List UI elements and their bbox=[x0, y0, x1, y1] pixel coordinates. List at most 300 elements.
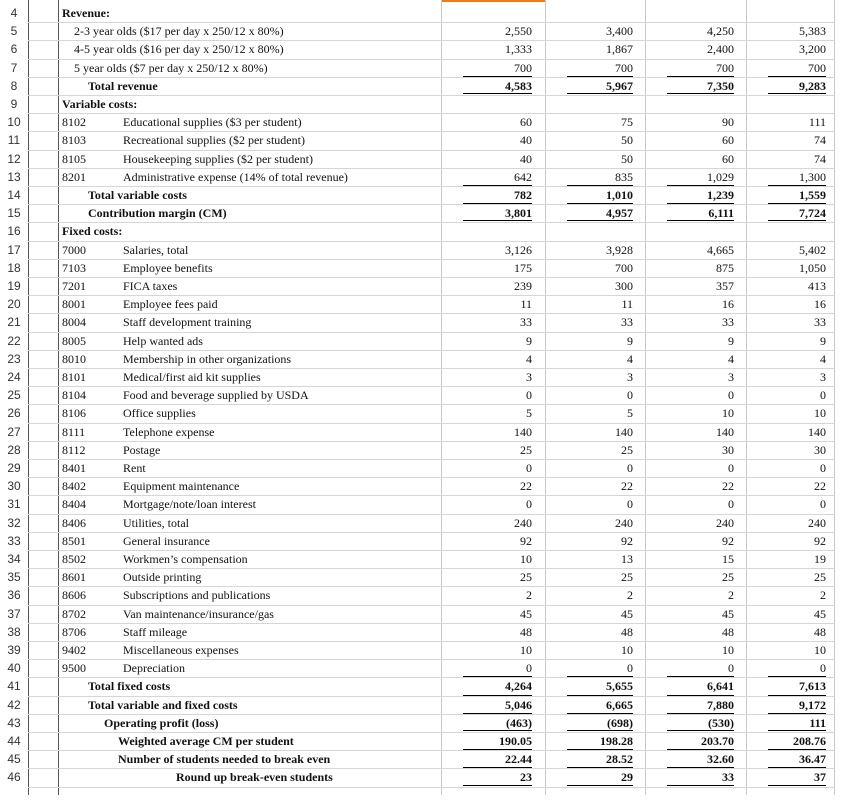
row-number[interactable]: 46 bbox=[7, 770, 21, 785]
row-label-cell[interactable]: Subscriptions and publications bbox=[123, 588, 271, 603]
account-code-cell[interactable]: 8501 bbox=[62, 533, 86, 548]
value-cell[interactable]: 111 bbox=[809, 715, 826, 730]
value-cell[interactable]: 45 bbox=[621, 606, 633, 621]
account-code-cell[interactable]: 8005 bbox=[62, 333, 86, 348]
value-cell[interactable]: 700 bbox=[615, 260, 633, 275]
value-cell[interactable]: 3,928 bbox=[606, 242, 633, 257]
value-cell[interactable] bbox=[545, 95, 633, 113]
row-label-cell[interactable]: Recreational supplies ($2 per student) bbox=[123, 133, 305, 148]
value-cell[interactable]: 7,724 bbox=[799, 206, 826, 221]
value-cell[interactable]: 29 bbox=[621, 770, 633, 785]
row-number[interactable]: 40 bbox=[7, 661, 21, 676]
row-label-cell[interactable]: Staff mileage bbox=[123, 624, 188, 639]
account-code-cell[interactable]: 8404 bbox=[62, 497, 86, 512]
account-code-cell[interactable]: 8702 bbox=[62, 606, 86, 621]
value-cell[interactable]: 2 bbox=[728, 588, 734, 603]
row-number[interactable]: 17 bbox=[7, 242, 21, 257]
value-cell[interactable]: 1,029 bbox=[707, 169, 734, 184]
row-number[interactable]: 38 bbox=[7, 624, 21, 639]
value-cell[interactable]: 22.44 bbox=[505, 752, 532, 767]
value-cell[interactable]: 50 bbox=[621, 133, 633, 148]
row-number[interactable]: 22 bbox=[7, 333, 21, 348]
value-cell[interactable]: 22 bbox=[520, 479, 532, 494]
value-cell[interactable]: 140 bbox=[808, 424, 826, 439]
value-cell[interactable]: 48 bbox=[520, 624, 532, 639]
value-cell[interactable]: 240 bbox=[514, 515, 532, 530]
row-number[interactable]: 26 bbox=[7, 406, 21, 421]
row-number[interactable]: 9 bbox=[10, 97, 18, 111]
value-cell[interactable]: 5 bbox=[526, 406, 532, 421]
row-label-cell[interactable]: Housekeeping supplies ($2 per student) bbox=[123, 151, 313, 166]
row-number[interactable]: 20 bbox=[7, 297, 21, 312]
value-cell[interactable]: 0 bbox=[627, 388, 633, 403]
value-cell[interactable]: 3 bbox=[526, 370, 532, 384]
account-code-cell[interactable]: 8402 bbox=[62, 479, 86, 494]
value-cell[interactable]: 4,264 bbox=[505, 679, 532, 694]
row-label-cell[interactable]: Total variable and fixed costs bbox=[88, 697, 238, 712]
value-cell[interactable]: 4 bbox=[627, 351, 633, 366]
value-cell[interactable]: 40 bbox=[520, 151, 532, 166]
row-number[interactable]: 42 bbox=[7, 697, 21, 712]
table-row bbox=[0, 150, 866, 168]
value-cell[interactable]: 7,350 bbox=[707, 78, 734, 93]
row-label-cell[interactable]: Mortgage/note/loan interest bbox=[123, 497, 256, 512]
value-cell[interactable]: 5,967 bbox=[606, 78, 633, 93]
row-number[interactable]: 34 bbox=[7, 552, 21, 566]
value-cell[interactable]: 9 bbox=[728, 333, 734, 348]
value-cell[interactable]: 0 bbox=[728, 497, 734, 512]
value-cell[interactable]: 1,010 bbox=[606, 188, 633, 202]
value-cell[interactable]: (530) bbox=[708, 715, 734, 730]
row-number[interactable]: 25 bbox=[7, 388, 21, 403]
value-cell[interactable]: 25 bbox=[520, 442, 532, 457]
value-cell[interactable]: 7,880 bbox=[707, 697, 734, 712]
account-code-cell[interactable]: 8601 bbox=[62, 570, 86, 585]
value-cell[interactable]: 240 bbox=[808, 515, 826, 530]
row-number[interactable]: 27 bbox=[7, 424, 21, 439]
value-cell[interactable]: 5 bbox=[627, 406, 633, 421]
value-cell[interactable]: 700 bbox=[514, 60, 532, 75]
value-cell[interactable]: 700 bbox=[615, 60, 633, 75]
row-label-cell[interactable]: Total variable costs bbox=[88, 188, 187, 202]
row-label-cell[interactable]: Equipment maintenance bbox=[123, 479, 240, 494]
value-cell[interactable]: 2,550 bbox=[505, 24, 532, 39]
row-number[interactable]: 45 bbox=[7, 752, 21, 767]
row-label-cell[interactable]: Rent bbox=[123, 461, 146, 475]
value-cell[interactable]: 37 bbox=[814, 770, 826, 785]
value-cell[interactable]: 9 bbox=[526, 333, 532, 348]
account-code-cell[interactable]: 7000 bbox=[62, 242, 86, 257]
value-cell[interactable]: 3 bbox=[728, 370, 734, 384]
table-row bbox=[0, 495, 866, 513]
value-cell[interactable]: 1,559 bbox=[799, 188, 826, 202]
table-row bbox=[0, 131, 866, 149]
value-cell[interactable]: 1,300 bbox=[799, 169, 826, 184]
row-number[interactable]: 11 bbox=[7, 133, 21, 148]
row-label-cell[interactable]: Number of students needed to break even bbox=[118, 752, 331, 767]
account-code-cell[interactable]: 8606 bbox=[62, 588, 86, 603]
value-cell[interactable]: 92 bbox=[520, 533, 532, 548]
value-cell[interactable]: 9,172 bbox=[799, 697, 826, 712]
account-code-cell[interactable]: 8102 bbox=[62, 115, 86, 130]
value-cell[interactable]: 74 bbox=[814, 133, 826, 148]
value-cell[interactable]: 140 bbox=[615, 424, 633, 439]
value-cell[interactable]: 90 bbox=[722, 115, 734, 130]
row-label-cell[interactable]: Operating profit (loss) bbox=[104, 715, 219, 730]
value-cell[interactable]: 22 bbox=[621, 479, 633, 494]
row-label-cell[interactable]: 5 year olds ($7 per day x 250/12 x 80%) bbox=[74, 60, 268, 75]
account-code-cell[interactable]: 8010 bbox=[62, 351, 86, 366]
table-row bbox=[0, 714, 866, 732]
row-label-cell[interactable]: Fixed costs: bbox=[62, 224, 123, 239]
value-cell[interactable]: 198.28 bbox=[600, 734, 633, 748]
account-code-cell[interactable]: 8105 bbox=[62, 151, 86, 166]
value-cell[interactable]: 0 bbox=[526, 661, 532, 676]
value-cell[interactable] bbox=[545, 222, 633, 240]
row-label-cell[interactable]: Weighted average CM per student bbox=[118, 734, 294, 748]
account-code-cell[interactable]: 7201 bbox=[62, 279, 86, 293]
account-code-cell[interactable]: 7103 bbox=[62, 260, 86, 275]
value-cell[interactable]: 6,665 bbox=[606, 697, 633, 712]
value-cell[interactable] bbox=[441, 95, 532, 113]
value-cell[interactable]: 357 bbox=[716, 279, 734, 293]
value-cell[interactable]: 3,200 bbox=[799, 42, 826, 57]
value-cell[interactable]: 10 bbox=[722, 643, 734, 657]
value-cell[interactable]: 2 bbox=[526, 588, 532, 603]
value-cell[interactable]: 33 bbox=[520, 315, 532, 330]
value-cell[interactable]: 74 bbox=[814, 151, 826, 166]
row-label-cell[interactable]: Telephone expense bbox=[123, 424, 215, 439]
row-label-cell[interactable]: Total fixed costs bbox=[88, 679, 171, 694]
value-cell[interactable]: 0 bbox=[627, 497, 633, 512]
table-row bbox=[0, 186, 866, 204]
value-cell[interactable]: 92 bbox=[814, 533, 826, 548]
row-number[interactable]: 6 bbox=[10, 42, 18, 57]
value-cell[interactable]: 208.76 bbox=[793, 734, 826, 748]
value-cell[interactable]: 4,583 bbox=[505, 78, 532, 93]
row-label-cell[interactable]: Membership in other organizations bbox=[123, 351, 292, 366]
row-number[interactable]: 12 bbox=[7, 151, 21, 166]
value-cell[interactable]: 0 bbox=[627, 461, 633, 475]
value-cell[interactable]: 2 bbox=[820, 588, 826, 603]
value-cell[interactable]: 111 bbox=[808, 115, 826, 130]
value-cell[interactable] bbox=[441, 222, 532, 240]
row-number[interactable]: 30 bbox=[7, 479, 21, 494]
row-label-cell[interactable]: Help wanted ads bbox=[123, 333, 203, 348]
table-row bbox=[0, 313, 866, 331]
value-cell[interactable]: 0 bbox=[526, 388, 532, 403]
value-cell[interactable]: 48 bbox=[722, 624, 734, 639]
value-cell[interactable]: 48 bbox=[621, 624, 633, 639]
value-cell[interactable]: 25 bbox=[814, 570, 826, 585]
value-cell[interactable]: 0 bbox=[820, 661, 826, 676]
row-number[interactable]: 23 bbox=[7, 351, 21, 366]
row-number[interactable]: 18 bbox=[7, 260, 21, 275]
account-code-cell[interactable]: 8201 bbox=[62, 169, 86, 184]
value-cell[interactable]: 875 bbox=[716, 260, 734, 275]
row-label-cell[interactable]: Depreciation bbox=[123, 661, 185, 676]
value-cell[interactable]: 48 bbox=[814, 624, 826, 639]
value-cell[interactable]: 300 bbox=[615, 279, 633, 293]
row-label-cell[interactable]: Postage bbox=[123, 442, 161, 457]
value-cell[interactable]: 25 bbox=[621, 442, 633, 457]
value-cell[interactable]: 23 bbox=[520, 770, 532, 785]
value-cell[interactable]: 203.70 bbox=[701, 734, 734, 748]
account-code-cell[interactable]: 8706 bbox=[62, 624, 86, 639]
value-cell[interactable]: 4 bbox=[728, 351, 734, 366]
value-cell[interactable]: 11 bbox=[621, 297, 633, 312]
value-cell[interactable]: 33 bbox=[722, 770, 734, 785]
row-number[interactable]: 39 bbox=[7, 643, 21, 657]
account-code-cell[interactable]: 9402 bbox=[62, 643, 86, 657]
value-cell[interactable]: 1,333 bbox=[505, 42, 532, 57]
value-cell[interactable]: 11 bbox=[520, 297, 532, 312]
row-label-cell[interactable]: 4-5 year olds ($16 per day x 250/12 x 80%) bbox=[74, 42, 284, 57]
row-number[interactable]: 31 bbox=[7, 497, 21, 512]
value-cell[interactable]: 45 bbox=[722, 606, 734, 621]
value-cell[interactable]: 0 bbox=[728, 461, 734, 475]
table-row bbox=[0, 750, 866, 768]
value-cell[interactable]: 10 bbox=[520, 643, 532, 657]
row-number[interactable]: 37 bbox=[7, 606, 21, 621]
value-cell[interactable]: 92 bbox=[722, 533, 734, 548]
value-cell[interactable]: 10 bbox=[722, 406, 734, 421]
row-number[interactable]: 8 bbox=[10, 78, 18, 93]
value-cell[interactable] bbox=[645, 95, 734, 113]
account-code-cell[interactable]: 9500 bbox=[62, 661, 86, 676]
account-code-cell[interactable]: 8401 bbox=[62, 461, 86, 475]
value-cell[interactable]: 3 bbox=[627, 370, 633, 384]
row-number[interactable]: 41 bbox=[7, 679, 21, 694]
value-cell[interactable]: 45 bbox=[520, 606, 532, 621]
value-cell[interactable]: (698) bbox=[607, 715, 633, 730]
row-label-cell[interactable]: Employee fees paid bbox=[123, 297, 218, 312]
value-cell[interactable]: 30 bbox=[814, 442, 826, 457]
table-row bbox=[0, 423, 866, 441]
value-cell[interactable]: 25 bbox=[722, 570, 734, 585]
value-cell[interactable]: 140 bbox=[716, 424, 734, 439]
value-cell[interactable]: 4,250 bbox=[707, 24, 734, 39]
row-label-cell[interactable]: Office supplies bbox=[123, 406, 196, 421]
row-label-cell[interactable]: Miscellaneous expenses bbox=[123, 643, 239, 657]
value-cell[interactable]: 5,402 bbox=[799, 242, 826, 257]
row-number[interactable]: 16 bbox=[7, 224, 21, 239]
table-row bbox=[0, 4, 866, 22]
value-cell[interactable]: 700 bbox=[808, 60, 826, 75]
row-label-cell[interactable]: Contribution margin (CM) bbox=[88, 206, 227, 221]
value-cell[interactable] bbox=[645, 4, 734, 22]
row-number[interactable]: 21 bbox=[7, 315, 21, 330]
row-label-cell[interactable]: General insurance bbox=[123, 533, 210, 548]
row-number[interactable]: 35 bbox=[7, 570, 21, 585]
value-cell[interactable]: 33 bbox=[722, 315, 734, 330]
value-cell[interactable]: 239 bbox=[514, 279, 532, 293]
value-cell[interactable]: 4 bbox=[820, 351, 826, 366]
value-cell[interactable]: 2,400 bbox=[707, 42, 734, 57]
value-cell[interactable]: 25 bbox=[621, 570, 633, 585]
row-label-cell[interactable]: FICA taxes bbox=[123, 279, 178, 293]
account-code-cell[interactable]: 8406 bbox=[62, 515, 86, 530]
row-number[interactable]: 10 bbox=[7, 115, 21, 130]
value-cell[interactable]: 5,383 bbox=[799, 24, 826, 39]
value-cell[interactable]: 50 bbox=[621, 151, 633, 166]
value-cell[interactable]: 413 bbox=[808, 279, 826, 293]
row-label-cell[interactable]: Revenue: bbox=[62, 6, 110, 20]
value-cell[interactable] bbox=[746, 4, 826, 22]
value-cell[interactable]: 92 bbox=[621, 533, 633, 548]
row-number[interactable]: 36 bbox=[7, 588, 21, 603]
value-cell[interactable]: 32.60 bbox=[707, 752, 734, 767]
value-cell[interactable]: 25 bbox=[520, 570, 532, 585]
value-cell[interactable]: (463) bbox=[506, 715, 532, 730]
row-label-cell[interactable]: Medical/first aid kit supplies bbox=[123, 370, 261, 384]
value-cell[interactable]: 4,957 bbox=[606, 206, 633, 221]
value-cell[interactable]: 33 bbox=[814, 315, 826, 330]
row-number[interactable]: 13 bbox=[7, 169, 21, 184]
value-cell[interactable]: 6,111 bbox=[708, 206, 734, 221]
account-code-cell[interactable]: 8502 bbox=[62, 552, 86, 566]
value-cell[interactable]: 700 bbox=[716, 60, 734, 75]
row-number[interactable]: 28 bbox=[7, 442, 21, 457]
value-cell[interactable]: 10 bbox=[520, 552, 532, 566]
row-label-cell[interactable]: Food and beverage supplied by USDA bbox=[123, 388, 309, 403]
value-cell[interactable]: 1,239 bbox=[707, 188, 734, 202]
value-cell[interactable]: 60 bbox=[722, 151, 734, 166]
account-code-cell[interactable]: 8112 bbox=[62, 442, 86, 457]
value-cell[interactable]: 16 bbox=[814, 297, 826, 312]
value-cell[interactable]: 0 bbox=[526, 497, 532, 512]
account-code-cell[interactable]: 8104 bbox=[62, 388, 86, 403]
row-number[interactable]: 43 bbox=[7, 715, 21, 730]
value-cell[interactable]: 240 bbox=[716, 515, 734, 530]
value-cell[interactable]: 22 bbox=[814, 479, 826, 494]
value-cell[interactable]: 3,126 bbox=[505, 242, 532, 257]
row-number[interactable]: 33 bbox=[7, 533, 21, 548]
value-cell[interactable]: 2 bbox=[627, 588, 633, 603]
row-label-cell[interactable]: Outside printing bbox=[123, 570, 202, 585]
value-cell[interactable]: 33 bbox=[621, 315, 633, 330]
value-cell[interactable]: 10 bbox=[621, 643, 633, 657]
row-number[interactable]: 4 bbox=[10, 6, 18, 20]
row-label-cell[interactable]: Salaries, total bbox=[123, 242, 189, 257]
row-label-cell[interactable]: Educational supplies ($3 per student) bbox=[123, 115, 302, 130]
value-cell[interactable]: 6,641 bbox=[707, 679, 734, 694]
table-row bbox=[0, 113, 866, 131]
account-code-cell[interactable]: 8101 bbox=[62, 370, 86, 384]
value-cell[interactable]: 5,046 bbox=[505, 697, 532, 712]
row-label-cell[interactable]: Round up break-even students bbox=[176, 770, 333, 785]
value-cell[interactable]: 835 bbox=[615, 169, 633, 184]
value-cell[interactable]: 16 bbox=[722, 297, 734, 312]
value-cell[interactable]: 22 bbox=[722, 479, 734, 494]
value-cell[interactable]: 3,801 bbox=[505, 206, 532, 221]
account-code-cell[interactable]: 8004 bbox=[62, 315, 86, 330]
value-cell[interactable]: 15 bbox=[722, 552, 734, 566]
row-number[interactable]: 44 bbox=[7, 734, 21, 748]
value-cell[interactable]: 9 bbox=[820, 333, 826, 348]
row-label-cell[interactable]: Van maintenance/insurance/gas bbox=[123, 606, 274, 621]
value-cell[interactable]: 60 bbox=[520, 115, 532, 130]
value-cell[interactable]: 175 bbox=[514, 260, 532, 275]
value-cell[interactable]: 190.05 bbox=[499, 734, 532, 748]
value-cell[interactable]: 40 bbox=[520, 133, 532, 148]
row-label-cell[interactable]: Variable costs: bbox=[62, 97, 138, 111]
value-cell[interactable]: 140 bbox=[514, 424, 532, 439]
row-number[interactable]: 32 bbox=[7, 515, 21, 530]
value-cell[interactable]: 60 bbox=[722, 133, 734, 148]
row-label-cell[interactable]: 2-3 year olds ($17 per day x 250/12 x 80%) bbox=[74, 24, 284, 39]
value-cell[interactable]: 36.47 bbox=[799, 752, 826, 767]
row-label-cell[interactable]: Total revenue bbox=[88, 78, 158, 93]
value-cell[interactable]: 0 bbox=[728, 388, 734, 403]
account-code-cell[interactable]: 8111 bbox=[62, 424, 86, 439]
row-label-cell[interactable]: Staff development training bbox=[123, 315, 252, 330]
row-label-cell[interactable]: Utilities, total bbox=[123, 515, 189, 530]
row-number[interactable]: 19 bbox=[7, 279, 21, 293]
value-cell[interactable]: 10 bbox=[814, 406, 826, 421]
value-cell[interactable]: 30 bbox=[722, 442, 734, 457]
value-cell[interactable]: 75 bbox=[621, 115, 633, 130]
account-code-cell[interactable]: 8106 bbox=[62, 406, 86, 421]
value-cell[interactable] bbox=[746, 95, 826, 113]
value-cell[interactable]: 10 bbox=[814, 643, 826, 657]
value-cell[interactable]: 0 bbox=[627, 661, 633, 676]
value-cell[interactable] bbox=[441, 4, 532, 22]
value-cell[interactable]: 0 bbox=[820, 497, 826, 512]
value-cell[interactable]: 642 bbox=[514, 169, 532, 184]
account-code-cell[interactable]: 8001 bbox=[62, 297, 86, 312]
row-label-cell[interactable]: Administrative expense (14% of total revenue) bbox=[123, 169, 348, 184]
value-cell[interactable]: 4 bbox=[526, 351, 532, 366]
value-cell[interactable] bbox=[746, 222, 826, 240]
row-number[interactable]: 5 bbox=[10, 24, 18, 39]
value-cell[interactable]: 3 bbox=[820, 370, 826, 384]
value-cell[interactable]: 19 bbox=[814, 552, 826, 566]
row-number[interactable]: 15 bbox=[7, 206, 21, 221]
account-code-cell[interactable]: 8103 bbox=[62, 133, 86, 148]
value-cell[interactable]: 240 bbox=[615, 515, 633, 530]
value-cell[interactable]: 0 bbox=[728, 661, 734, 676]
value-cell[interactable]: 0 bbox=[820, 388, 826, 403]
value-cell[interactable]: 3,400 bbox=[606, 24, 633, 39]
table-row bbox=[0, 477, 866, 495]
value-cell[interactable]: 782 bbox=[514, 188, 532, 202]
row-number[interactable]: 7 bbox=[10, 60, 18, 75]
value-cell[interactable] bbox=[645, 222, 734, 240]
value-cell[interactable]: 13 bbox=[621, 552, 633, 566]
value-cell[interactable]: 1,867 bbox=[606, 42, 633, 57]
row-number[interactable]: 24 bbox=[7, 370, 21, 384]
table-row bbox=[0, 768, 866, 786]
value-cell[interactable]: 0 bbox=[820, 461, 826, 475]
table-row bbox=[0, 59, 866, 77]
value-cell[interactable] bbox=[545, 4, 633, 22]
value-cell[interactable]: 9,283 bbox=[799, 78, 826, 93]
value-cell[interactable]: 4,665 bbox=[707, 242, 734, 257]
value-cell[interactable]: 28.52 bbox=[606, 752, 633, 767]
value-cell[interactable]: 0 bbox=[526, 461, 532, 475]
value-cell[interactable]: 1,050 bbox=[799, 260, 826, 275]
table-row bbox=[0, 532, 866, 550]
row-number[interactable]: 29 bbox=[7, 461, 21, 475]
value-cell[interactable]: 45 bbox=[814, 606, 826, 621]
row-label-cell[interactable]: Workmen’s compensation bbox=[123, 552, 248, 566]
value-cell[interactable]: 7,613 bbox=[799, 679, 826, 694]
value-cell[interactable]: 9 bbox=[627, 333, 633, 348]
row-label-cell[interactable]: Employee benefits bbox=[123, 260, 213, 275]
row-number[interactable]: 14 bbox=[7, 188, 21, 202]
value-cell[interactable]: 5,655 bbox=[606, 679, 633, 694]
